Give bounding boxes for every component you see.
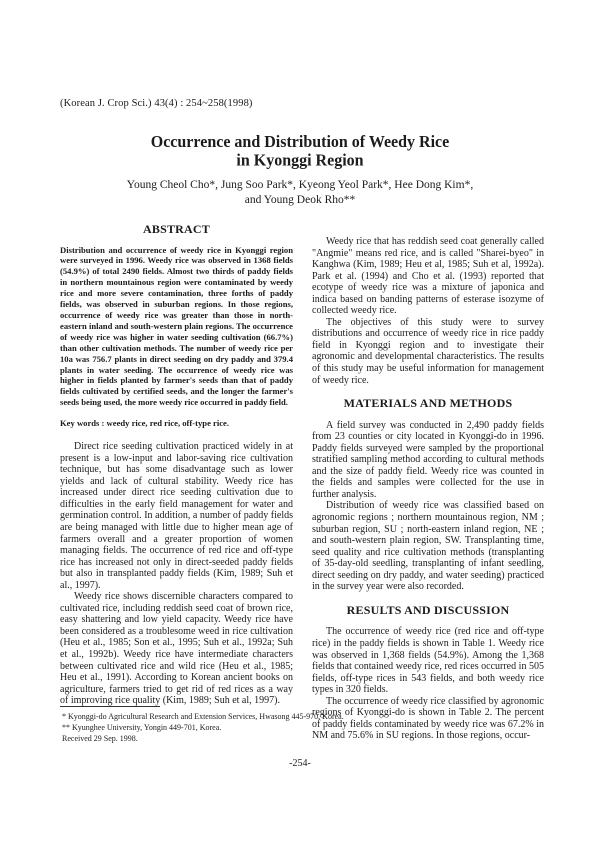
authors-line-1: Young Cheol Cho*, Jung Soo Park*, Kyeong Yeol Park*, Hee Dong Kim*, (126, 179, 474, 191)
intro-paragraph-4: The objectives of this study were to survey distributions and occurrence of weedy rice in rice paddy field in Kyonggi region and to investigate their agronomic and developmental characteristics. The results of this study may be useful information for management of weedy rice. (312, 316, 544, 386)
footnote-divider (60, 706, 160, 707)
page-number: -254- (289, 758, 311, 769)
intro-paragraph-1: Direct rice seeding cultivation practiced widely in at present is a low-input and labor-saving rice cultivation technique, but has some disadvantage such as lower yields and lack of cultural stability. Weedy rice has increased under direct rice seeding cultivation due to difficulties in the early field management for water and germination control. In addition, a number of paddy fields are being managed with little due to higher mean age of farmers overall and a greater proportion of women managing fields. The occurrence of red rice and off-type rice has increased not only in direct-seeded paddy fields but also in transplanted paddy fields (Kim, 1989; Suh et al., 1997). (60, 441, 293, 591)
left-column (60, 224, 293, 707)
intro-paragraph-2: Weedy rice shows discernible characters compared to cultivated rice, including reddish seed coat of brown rice, easy shattering and low yield capacity. Weedy rice have been considered as a troublesome weed in rice cultivation (Heu et al., 1985; Son et al., 1995; Suh et al., 1992a; Suh et al., 1992b). Weedy rice have intermediate characters between cultivated rice and wild rice (Heu et al., 1985; Heu et al., 1991). According to Korean ancient books on agriculture, farmers tried to get rid of red rices as a way of improving rice quality (Kim, 1989; Suh et al, 1997). (60, 591, 293, 707)
keywords: Key words : weedy rice, red rice, off-type rice. (60, 418, 230, 429)
results-paragraph-2: The occurrence of weedy rice classified by agronomic regions of Kyonggi-do is shown in Table 2. The percent of paddy fields contaminated by weedy rice was 67.2% in NM and 75.6% in SU regions. In those regions, occur- (312, 695, 544, 742)
footnote-affiliation-1: * Kyonggi-do Agricultural Research and Extension Services, Hwasong 445-970, Korea. (62, 712, 344, 721)
right-column (312, 236, 544, 742)
footnote-affiliation-2: ** Kyunghee University, Yongin 449-701, Korea. (62, 723, 222, 732)
results-discussion-heading: RESULTS AND DISCUSSION (346, 602, 510, 617)
intro-paragraph-3: Weedy rice that has reddish seed coat generally called "Angmie" means red rice, and is called "Sharei-byeo" in Kanghwa (Kim, 1989; Heu et al, 1985; Suh et al, 1992a). Park et al. (1994) and Cho et al. (1993) reported that ecotype of weedy rice was a mixture of japonica and indica based on banding patterns of esterase isozyme of collected weedy rice. (312, 236, 544, 317)
received-date: Received 29 Sep. 1998. (62, 734, 138, 743)
abstract-body: Distribution and occurrence of weedy rice in Kyonggi region were surveyed in 1996. Weedy rice was observed in 1368 fields (54.9%) of total 2490 fields. Almost two thirds of paddy fields in northern mountainous region were contaminated by weedy rice and more severe contamination, three forths of paddy fields, was observed in suburban regions. In those regions, occurrence of weedy rice was greater than those in north-eastern inland and south-western plain regions. The occurrence of weedy rice was higher in water seeding cultivation (66.7%) than other cultivation methods. The number of weedy rice per 10a was 756.7 plants in direct seeding on dry paddy and 379.4 plants in water seeding. The occurrence of weedy rice was higher in fields planted by farmer's seeds than that of paddy fields cultivated by certified seeds, and the longer the farmer's seeds being used, the more weedy rice occurred in paddy field. (60, 244, 293, 408)
paper-title-line-1: Occurrence and Distribution of Weedy Rice (150, 133, 450, 151)
paper-title (0, 133, 600, 171)
footnotes (62, 711, 344, 744)
journal-citation: (Korean J. Crop Sci.) 43(4) : 254~258(1998) (60, 98, 253, 109)
authors-line-2: and Young Deok Rho** (244, 193, 356, 206)
author-list (0, 178, 600, 207)
methods-paragraph-2: Distribution of weedy rice was classified based on agronomic regions ; northern mountainous region, NM ; suburban region, SU ; north-eastern inland region, NE ; and south-western plain region, SW. Transplanting time, seed quality and rice cultivation methods (transplanting of 35-day-old seedling, transplanting of infant seedling, direct seeding on dry paddy, and water seeding) practiced in the survey year were also recorded. (312, 500, 544, 593)
abstract-heading: ABSTRACT (143, 222, 210, 236)
results-paragraph-1: The occurrence of weedy rice (red rice and off-type rice) in the paddy fields is shown in Table 1. Weedy rice was observed in 1,368 fields (54.9%). Among the 1,368 fields that contained weedy rice, red rices occurred in 505 fields, off-type rices in 543 fields, and both weedy rice types in 320 fields. (312, 626, 544, 696)
methods-paragraph-1: A field survey was conducted in 2,490 paddy fields from 23 counties or city located in Kyonggi-do in 1996. Paddy fields surveyed were sampled by the proportional stratified sampling method according to cultural methods and the size of paddy field. Weedy rice was counted in the fields and samples were collected for the use in further analysis. (312, 419, 544, 500)
materials-methods-heading: MATERIALS AND METHODS (343, 396, 513, 411)
paper-title-line-2: in Kyonggi Region (236, 152, 364, 170)
